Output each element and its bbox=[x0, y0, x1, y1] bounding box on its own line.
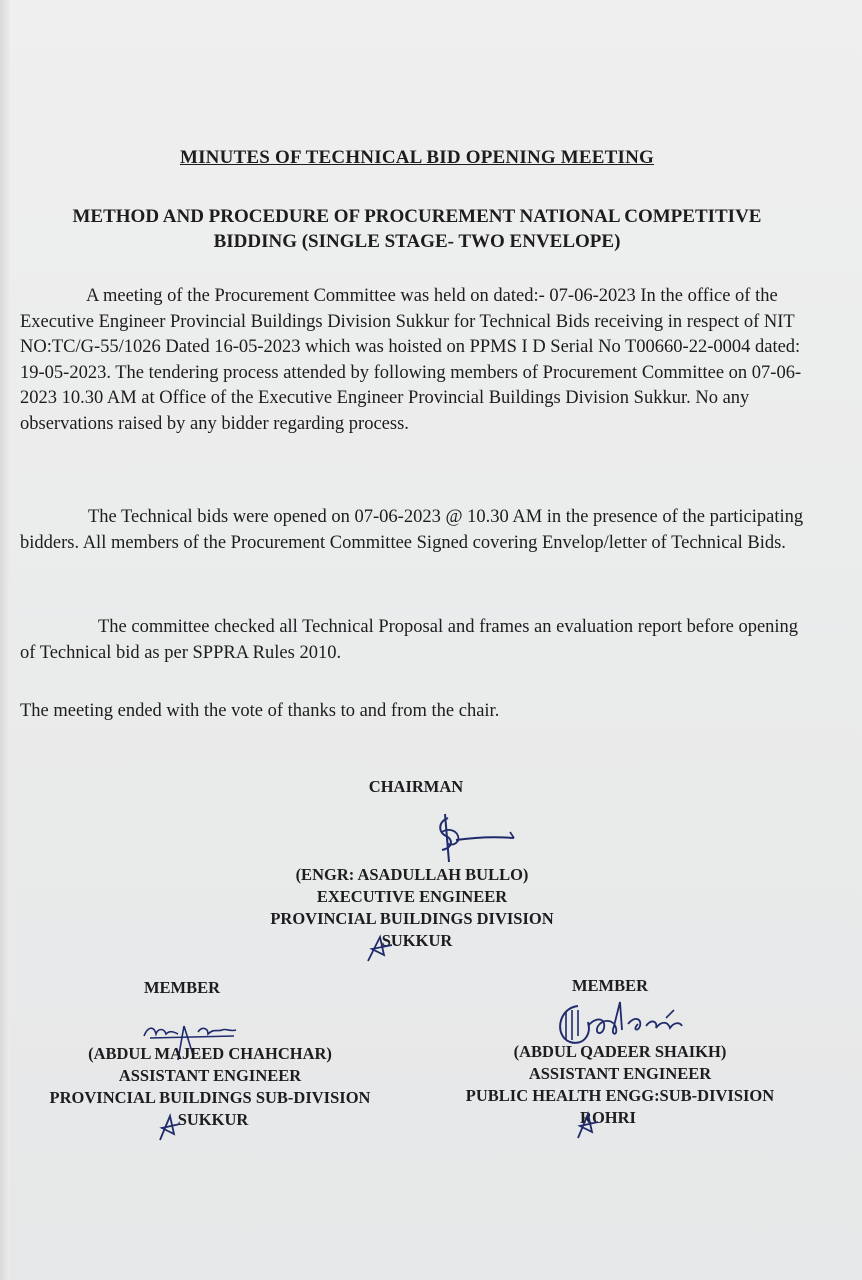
paragraph-meeting-details: A meeting of the Procurement Committee was held on dated:- 07-06-2023 In the office of the Executive Engineer Provincial Buildings Division Sukkur for Technical Bids receiving in respect of NIT NO:TC/G-55/1026 Dated 16-05-2023 which was hoisted on PPMS I D Serial No T00660-22-0004 dated: 19-05-2023. The tendering process attended by following members of Procurement Committee on 07-06-2023 10.30 AM at Office of the Executive Engineer Provincial Buildings Division Sukkur. No any observations raised by any bidder regarding process. bbox=[20, 286, 802, 434]
member-left-designation: ASSISTANT ENGINEER bbox=[118, 1066, 302, 1085]
member-right-details bbox=[440, 1041, 800, 1129]
chairman-location: SUKKUR bbox=[381, 931, 453, 950]
member-left-details bbox=[30, 1043, 390, 1131]
member-right-label: MEMBER bbox=[571, 976, 649, 995]
member-right-location: ROHRI bbox=[580, 1108, 636, 1127]
member-right-designation: ASSISTANT ENGINEER bbox=[528, 1064, 712, 1083]
member-left-initials bbox=[154, 1112, 184, 1144]
page-edge bbox=[0, 0, 10, 1280]
document-subtitle bbox=[20, 204, 814, 254]
member-right-office: PUBLIC HEALTH ENGG:SUB-DIVISION bbox=[465, 1086, 775, 1105]
member-left-name: (ABDUL MAJEED CHAHCHAR) bbox=[88, 1044, 332, 1063]
member-left-label: MEMBER bbox=[143, 978, 221, 997]
member-left-office: PROVINCIAL BUILDINGS SUB-DIVISION bbox=[49, 1088, 371, 1107]
chairman-signature bbox=[430, 812, 530, 864]
paragraph-bids-opened: The Technical bids were opened on 07-06-2023 @ 10.30 AM in the presence of the participating bidders. All members of the Procurement Committee Signed covering Envelop/letter of Technical Bids. bbox=[20, 507, 804, 553]
chairman-initials bbox=[362, 933, 396, 965]
chairman-label: CHAIRMAN bbox=[368, 777, 464, 796]
subtitle-line-1: METHOD AND PROCEDURE OF PROCUREMENT NATIONAL COMPETITIVE bbox=[72, 206, 762, 227]
document-title: MINUTES OF TECHNICAL BID OPENING MEETING bbox=[179, 147, 655, 168]
paragraph-committee-checked: The committee checked all Technical Proposal and frames an evaluation report before opening of Technical bid as per SPPRA Rules 2010. bbox=[20, 617, 799, 663]
member-right-name: (ABDUL QADEER SHAIKH) bbox=[513, 1042, 727, 1061]
subtitle-line-2: BIDDING (SINGLE STAGE- TWO ENVELOPE) bbox=[213, 231, 621, 252]
member-left-location: SUKKUR bbox=[177, 1110, 249, 1129]
member-right-initials bbox=[572, 1110, 602, 1142]
chairman-designation: EXECUTIVE ENGINEER bbox=[316, 887, 508, 906]
chairman-name: (ENGR: ASADULLAH BULLO) bbox=[295, 865, 529, 884]
chairman-details bbox=[212, 864, 612, 952]
paragraph-meeting-ended: The meeting ended with the vote of thanks to and from the chair. bbox=[20, 701, 500, 721]
chairman-office: PROVINCIAL BUILDINGS DIVISION bbox=[270, 909, 554, 928]
